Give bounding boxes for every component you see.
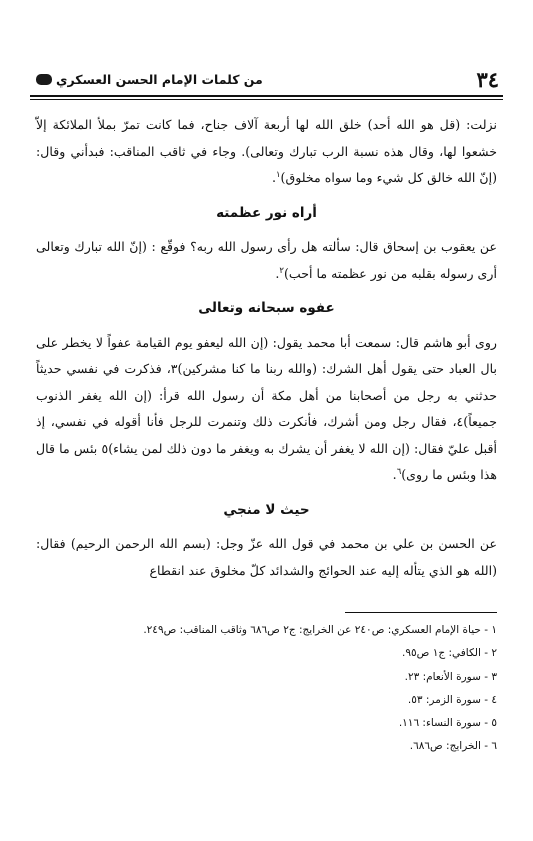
running-title <box>30 72 263 87</box>
body-line: عفواً لا يخطر على بال العباد حتى يقول أهل الشرك: (والله ربنا ما كنا مشركين)٣، <box>36 334 497 376</box>
footnote: ١ - حياة الإمام العسكري: ص٢٤٠ عن الخرايج: ج٢ ص٦٨٦ وثاقب المناقب: ص٢٤٩. <box>143 624 497 636</box>
section-heading: عفوه سبحانه وتعالى <box>198 300 335 316</box>
body-line: الرحيم) فقال: (الله هو الذي يتأله إليه عند الحوائج والشدائد كلّ مخلوق عند انقطاع <box>36 536 497 578</box>
body-line: خشعوا لها، وقال هذه نسبة الرب تبارك وتعالى). وجاء في ثاقب المناقب: فبدأني <box>70 143 497 159</box>
paragraph-4 <box>36 531 497 584</box>
body-line: دون ذلك لمن يشاء)٥ بئس ما قال هذا وبئس ما روى) <box>36 440 497 482</box>
section-heading: حيث لا منجي <box>223 501 310 518</box>
body-line: روى أبو هاشم قال: سمعت أبا محمد يقول: (إن الله ليعفو يوم القيامة <box>135 334 497 350</box>
body-line: عن الحسن بن علي بن محمد في قول الله عزّ وجل: (بسم الله الرحمن <box>115 536 497 551</box>
paragraph-3: روى أبو هاشم قال: سمعت أبا محمد يقول: (إن الله ليعفو يوم القيامة عفواً لا يخطر على بال العباد حتى يقول أهل الشرك: (والله ربنا ما كنا مشركين)٣، فذكرت في نفسي حديثاً حدثني به رجل من أصحابنا من أهل مكة أن رسول الله قرأ: (إن الله يغفر الذنوب جميعاً)٤، فقال رجل ومن أشرك، فأنكرت ذلك وتنمرت للرجل فأنا أقوله في نفسي، إذ أقبل عليّ فقال: (إن الله لا يغفر أن يشرك به ويغفر ما دون ذلك لمن يشاء)٥ بئس ما قال هذا وبئس ما روى)$^٦$. <box>36 334 497 482</box>
footnote-separator <box>345 612 497 613</box>
body-text <box>36 112 497 584</box>
header-rule-thick <box>30 95 503 97</box>
running-title-text: من كلمات الإمام الحسن العسكري <box>56 71 263 87</box>
body-line: عن يعقوب بن إسحاق قال: سألته هل رأى رسول الله ربه؟ فوقّع : <box>151 239 497 254</box>
footnote-ref: ٢ <box>279 265 284 276</box>
body-line: قرأ: (إن الله يغفر الذنوب جميعاً)٤، فقال رجل ومن أشرك، فأنكرت ذلك وتنمرت <box>36 387 497 429</box>
footnote-ref: ٦ <box>396 466 402 477</box>
footnotes <box>36 619 497 759</box>
honorific-glyph-icon <box>36 74 52 85</box>
body-line: (إنّ الله تبارك وتعالى أرى رسوله بقلبه من نور عظمته ما أحب) <box>36 239 497 281</box>
paragraph-1: نزلت: (قل هو الله أحد) خلق الله لها أربعة آلاف جناح، فما كانت تمرّ بملأ الملائكة إلاّ خشعوا لها، وقال هذه نسبة الرب تبارك وتعالى). وجاء في ثاقب المناقب: فبدأني وقال: (إنّ الله خالق كل شيء وما سواه مخلوق)$^١$. <box>36 117 497 185</box>
body-line: للرجل فأنا أقوله في نفسي، إذ أقبل عليّ فقال: (إن الله لا يغفر أن يشرك به ويغفر ما <box>36 414 497 456</box>
footnote-ref: ١ <box>275 169 281 180</box>
footnote: ٤ - سورة الزمر: ٥٣. <box>407 693 497 706</box>
page-number: ٣٤ <box>476 66 499 92</box>
body-line: فذكرت في نفسي حديثاً حدثني به رجل من أصحابنا من أهل مكة أن رسول الله <box>36 361 497 403</box>
footnote: ٥ - سورة النساء: ١١٦. <box>398 717 497 730</box>
footnote: ٣ - سورة الأنعام: ٢٣. <box>404 670 497 683</box>
footnote: ٢ - الكافي: ج١ ص٩٥. <box>402 647 497 660</box>
paragraph-2: عن يعقوب بن إسحاق قال: سألته هل رأى رسول الله ربه؟ فوقّع : (إنّ الله تبارك وتعالى أرى رسوله بقلبه من نور عظمته ما أحب)$^٢$. <box>36 239 497 281</box>
body-line: وقال: (إنّ الله خالق كل شيء وما سواه مخلوق) <box>36 143 497 185</box>
section-heading: أراه نور عظمته <box>216 204 317 221</box>
header-rule-thin <box>30 99 503 100</box>
body-line: نزلت: (قل هو الله أحد) خلق الله لها أربعة آلاف جناح، فما كانت تمرّ بملأ الملائكة إلاّ <box>36 117 497 132</box>
footnote: ٦ - الخرايج: ص٦٨٦. <box>409 740 497 753</box>
page-header <box>30 64 503 94</box>
